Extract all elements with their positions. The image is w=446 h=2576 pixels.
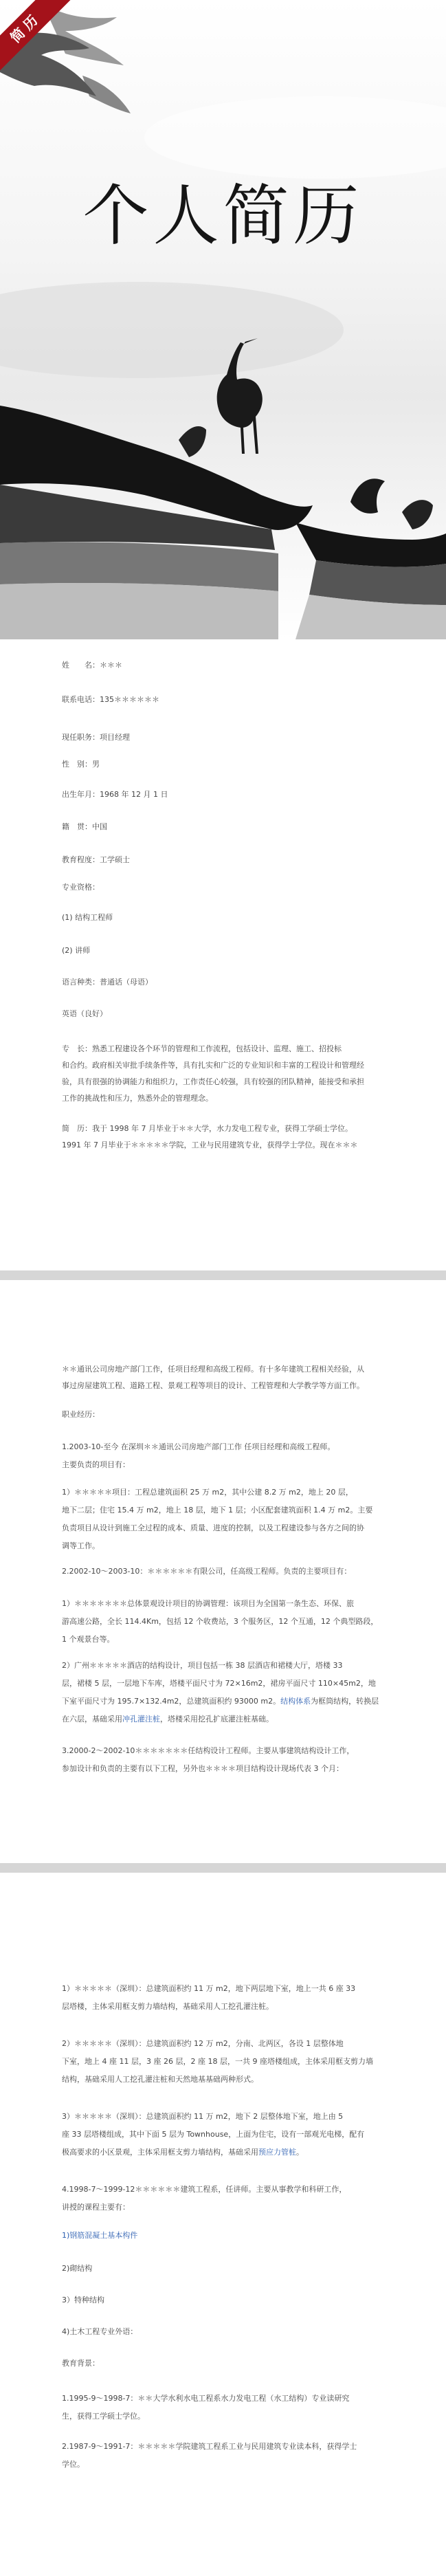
text-line: 学位。 [62, 2460, 85, 2469]
resume-page-2 [0, 639, 446, 1270]
job-entry-2: 2.2002-10～2003-10：＊＊＊＊＊＊有限公司，任高级工程师。负责的主要项目有： [62, 1567, 352, 1576]
text-line: 1）＊＊＊＊＊项目：工程总建筑面积 25 万 m2，其中公建 8.2 万 m2，地上 20 层， [62, 1488, 353, 1497]
resume-paragraph [62, 1121, 419, 1154]
info-origin: 籍 贯：中国 [62, 822, 107, 831]
text-line: 简 历：我于 1998 年 7 月毕业于＊＊大学，水力发电工程专业，获得工学硕士学位。 [62, 1124, 353, 1133]
text-line: 3）＊＊＊＊＊（深圳）：总建筑面积约 11 万 m2，地下 2 层整体地下室，地上由 5 [62, 2112, 344, 2121]
job-3-project-3 [62, 2108, 419, 2161]
info-language: 语言种类：普通话（母语） [62, 978, 153, 987]
job-entry-3 [62, 1742, 419, 1778]
text-line: 1）＊＊＊＊＊（深圳）：总建筑面积约 11 万 m2，地下两层地下室，地上一共 6 座 33 [62, 1984, 356, 1993]
page-separator [0, 1863, 446, 1873]
text-line: 生，获得工学硕士学位。 [62, 2412, 145, 2421]
text-line: 下室，地上 4 座 11 层，3 座 26 层，2 座 18 层，一共 9 座塔楼组成，主体采用框支剪力墙 [62, 2057, 373, 2066]
text-line: 1.2003-10-至今 在深圳＊＊通讯公司房地产部门工作 任项目经理和高级工程师。 [62, 1442, 335, 1451]
text-line: 讲授的课程主要有： [62, 2203, 130, 2212]
job-entry-4 [62, 2181, 419, 2216]
text-line: 事过房屋建筑工程、道路工程、景观工程等项目的设计、工程管理和大学教学等方面工作。 [62, 1381, 364, 1390]
text-line: 4.1998-7～1999-12＊＊＊＊＊＊建筑工程系，任讲师。主要从事教学和科研工作， [62, 2185, 347, 2194]
education-entry-1 [62, 2390, 419, 2425]
text-line: 验，具有很强的协调能力和组织力，工作责任心较强，具有较强的团队精神，能接受和承担 [62, 1077, 364, 1086]
text-line: 结构，基础采用人工挖孔灌注桩和天然地基基础两种形式。 [62, 2075, 258, 2084]
text-line: 1）＊＊＊＊＊＊＊总体景观设计项目的协调管理：该项目为全国第一条生态、环保、旅 [62, 1599, 354, 1608]
text-line: 负责项目从设计到施工全过程的成本、质量、进度的控制，以及工程建设参与各方之间的协 [62, 1523, 364, 1532]
expertise-paragraph [62, 1041, 419, 1107]
course-item: 4)土木工程专业外语： [62, 2327, 138, 2336]
roof-dragon-ornament [350, 478, 385, 514]
text-line: 参加设计和负责的主要有以下工程，另外也＊＊＊＊项目结构设计现场代表 3 个月： [62, 1764, 344, 1773]
prestressed-pile-link[interactable]: 预应力管桩 [258, 2148, 296, 2157]
course-item: 3）特种结构 [62, 2296, 104, 2304]
text-line: 1 个观景台等。 [62, 1635, 115, 1644]
text-line: 2）广州＊＊＊＊＊酒店的结构设计，项目包括一栋 38 层酒店和裙楼大厅，塔楼 33 [62, 1661, 343, 1670]
text-line: 专 长：熟悉工程建设各个环节的管理和工作流程，包括设计、监理、施工、招投标 [62, 1044, 342, 1053]
text-line: 2.1987-9～1991-7：＊＊＊＊＊学院建筑工程系工业与民用建筑专业读本科，获得学士 [62, 2442, 357, 2451]
text-line: 极高要求的小区景观，主体采用框支剪力墙结构，基础采用预应力管桩。 [62, 2148, 304, 2157]
cover-page [0, 0, 446, 639]
info-birth: 出生年月：1968 年 12 月 1 日 [62, 790, 168, 799]
page-separator [0, 1270, 446, 1280]
text-line: 在六层，基础采用冲孔灌注桩，塔楼采用挖孔扩底灌注桩基础。 [62, 1715, 274, 1724]
text-line: 1.1995-9～1998-7：＊＊大学水利水电工程系水力发电工程（水工结构）专业读研究 [62, 2394, 350, 2403]
job-1-project-1 [62, 1484, 419, 1555]
structure-system-link[interactable]: 结构体系 [280, 1697, 311, 1706]
text-line: 工作的挑战性和压力，熟悉外企的管理理念。 [62, 1094, 213, 1103]
temple-roof-left [0, 406, 313, 639]
job-3-project-2 [62, 2035, 419, 2089]
text-line: 地下二层；住宅 15.4 万 m2，地上 18 层，地下 1 层；小区配套建筑面积 1.4 万 m2。主要 [62, 1506, 373, 1515]
text-line: ＊＊通讯公司房地产部门工作，任项目经理和高级工程师。有十多年建筑工程相关经验，从 [62, 1365, 364, 1374]
education-heading: 教育背景： [62, 2359, 100, 2368]
education-entry-2 [62, 2438, 419, 2474]
course-link-concrete[interactable]: 1)钢筋混凝土基本构件 [62, 2231, 138, 2240]
career-heading: 职业经历： [62, 1410, 100, 1419]
info-phone: 联系电话：135＊＊＊＊＊＊ [62, 695, 159, 704]
text-line: 2）＊＊＊＊＊（深圳）：总建筑面积约 12 万 m2，分南、北两区，各设 1 层整体地 [62, 2039, 344, 2048]
qualification-item: (2) 讲师 [62, 946, 91, 955]
job-3-project-1 [62, 1980, 419, 2016]
job-2-project-2 [62, 1657, 419, 1728]
text-line: 主要负责的项目有： [62, 1460, 130, 1469]
cover-art [0, 0, 446, 639]
resume-page-3 [0, 1280, 446, 1863]
text-line: 调等工作。 [62, 1541, 100, 1550]
info-english: 英语（良好） [62, 1009, 107, 1018]
temple-roof-right [296, 500, 446, 639]
text-line: 3.2000-2～2002-10＊＊＊＊＊＊＊任结构设计工程师。主要从事建筑结构设计工作， [62, 1746, 355, 1755]
text-line: 层塔楼，主体采用框支剪力墙结构，基础采用人工挖孔灌注桩。 [62, 2002, 274, 2011]
job-2-project-1 [62, 1595, 419, 1649]
info-education: 教育程度：工学硕士 [62, 855, 130, 864]
page-title: 个人简历 [82, 177, 364, 254]
qualification-item: (1) 结构工程师 [62, 913, 113, 922]
resume-page-4 [0, 1873, 446, 2576]
job-entry-1 [62, 1438, 419, 1474]
text-line: 座 33 层塔楼组成，其中下面 5 层为 Townhouse，上面为住宅，设有一部观光电梯，配有 [62, 2130, 365, 2139]
info-name: 姓 名：＊＊＊ [62, 661, 122, 670]
info-gender: 性 别：男 [62, 760, 100, 769]
text-line: 游高速公路，全长 114.4Km，包括 12 个收费站，3 个服务区，12 个互通，12 个典型路段， [62, 1617, 379, 1626]
text-line: 层，裙楼 5 层，一层地下车库，塔楼平面尺寸为 72×16m2，裙房平面尺寸 110×45m2，地 [62, 1679, 376, 1688]
resume-badge: 简历 [0, 0, 71, 73]
course-item: 2)砌结构 [62, 2264, 93, 2273]
bored-pile-link[interactable]: 冲孔灌注桩 [122, 1715, 160, 1724]
text-line: 1991 年 7 月毕业于＊＊＊＊＊学院，工业与民用建筑专业，获得学士学位。现在＊＊＊ [62, 1141, 358, 1149]
info-position: 现任职务：项目经理 [62, 733, 130, 742]
info-qualification: 专业资格： [62, 883, 100, 892]
intro-paragraph [62, 1361, 419, 1394]
text-line: 和合约。政府相关审批手续条件等，具有扎实和广泛的专业知识和丰富的工程设计和管理经 [62, 1061, 364, 1070]
text-line: 下室平面尺寸为 195.7×132.4m2，总建筑面积约 93000 m2。结构体系为框筒结构，转换层 [62, 1697, 379, 1706]
